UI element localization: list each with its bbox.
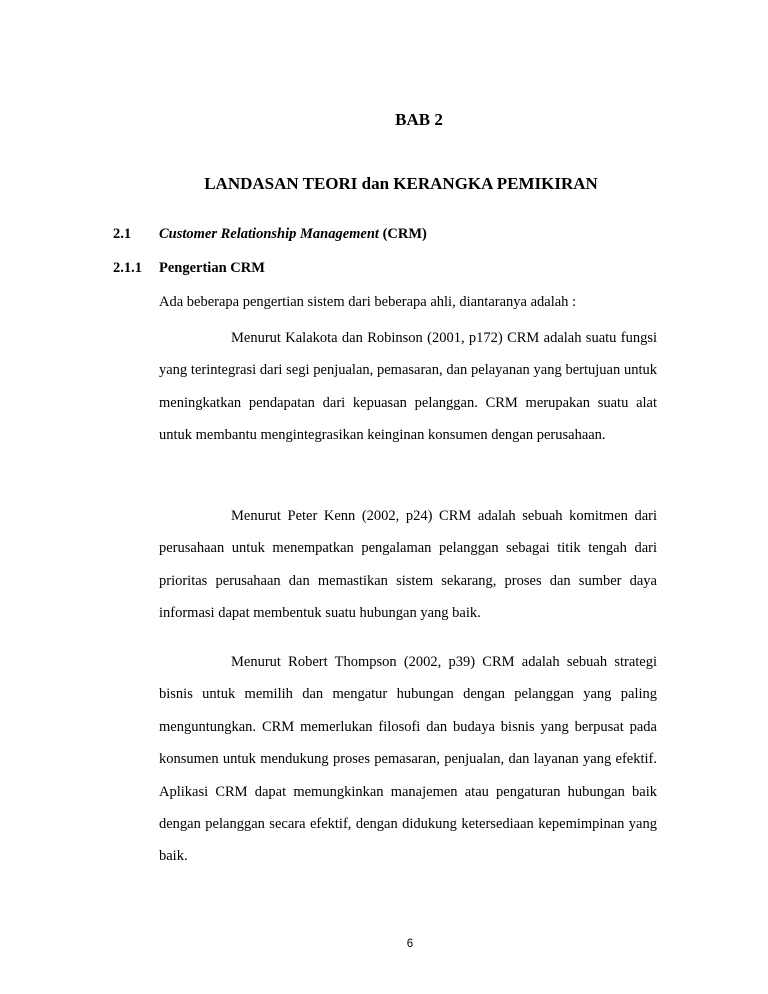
section-heading-2-1-1 <box>113 258 265 278</box>
paragraph-kalakota <box>159 322 657 452</box>
intro-sentence: Ada beberapa pengertian sistem dari beberapa ahli, diantaranya adalah : <box>159 294 577 310</box>
subsection-number: 2.1.1 <box>113 260 142 276</box>
paragraph-kenn <box>159 500 657 630</box>
section-heading-2-1 <box>113 224 427 244</box>
paragraph-text: Menurut Kalakota dan Robinson (2001, p172) CRM adalah suatu fungsi yang terintegrasi dari segi penjualan, pemasaran, dan pelayanan yang bertujuan untuk meningkatkan pendapatan dari kepuasan pelanggan. CRM merupakan suatu alat untuk membantu mengintegrasikan keinginan konsumen dengan perusahaan. <box>159 330 657 444</box>
chapter-label: BAB 2 <box>395 110 443 129</box>
paragraph-text: Menurut Robert Thompson (2002, p39) CRM adalah sebuah strategi bisnis untuk memilih dan mengatur hubungan dengan pelanggan yang paling menguntungkan. CRM memerlukan filosofi dan budaya bisnis yang berpusat pada konsumen untuk mendukung proses pemasaran, penjualan, dan layanan yang efektif. Aplikasi CRM dapat memungkinkan manajemen atau pengaturan hubungan baik dengan pelanggan secara efektif, dengan didukung ketersediaan kepemimpinan yang baik. <box>159 654 657 865</box>
section-title-italic: Customer Relationship Management <box>159 226 379 242</box>
page-number: 6 <box>406 938 414 950</box>
chapter-title: LANDASAN TEORI dan KERANGKA PEMIKIRAN <box>204 174 598 193</box>
section-title <box>159 224 427 244</box>
subsection-title: Pengertian CRM <box>159 260 265 276</box>
section-number: 2.1 <box>113 226 132 242</box>
section-title-rest: (CRM) <box>378 226 427 242</box>
paragraph-thompson <box>159 646 657 873</box>
paragraph-text: Menurut Peter Kenn (2002, p24) CRM adalah sebuah komitmen dari perusahaan untuk menempatkan pengalaman pelanggan sebagai titik tengah dari prioritas perusahaan dan memastikan sistem sekarang, proses dan sumber daya informasi dapat membentuk suatu hubungan yang baik. <box>159 508 657 622</box>
